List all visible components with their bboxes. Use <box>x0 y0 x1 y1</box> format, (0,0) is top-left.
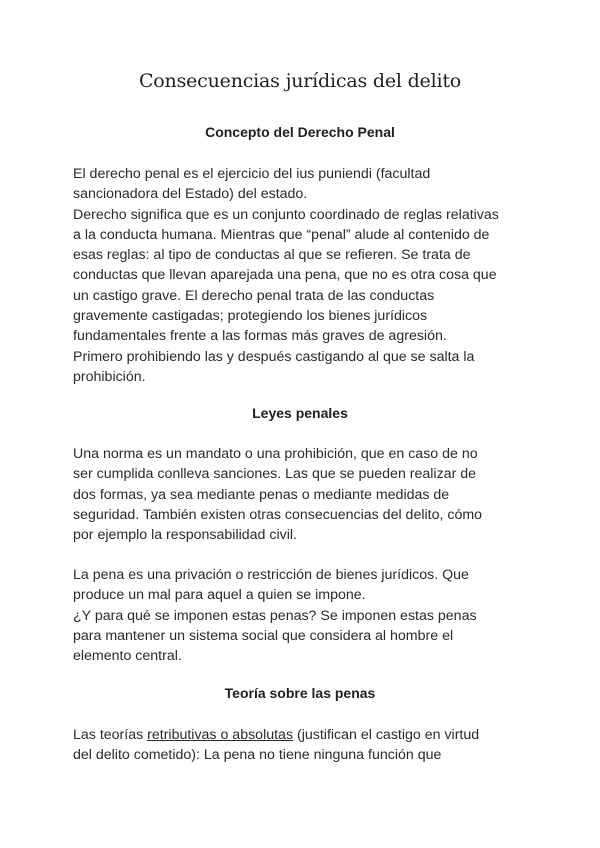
text-line: dos formas, ya sea mediante penas o mediante medidas de <box>73 486 450 503</box>
text-line: conductas que llevan aparejada una pena, que no es otra cosa que <box>73 267 497 284</box>
text-line: Una norma es un mandato o una prohibición, que en caso de no <box>73 446 478 462</box>
text-line: elemento central. <box>73 648 182 665</box>
text-line <box>73 725 535 745</box>
text-line: El derecho penal es el ejercicio del ius puniendi (facultad <box>73 166 431 182</box>
paragraph-norma <box>73 444 535 545</box>
section-heading-concepto: Concepto del Derecho Penal <box>205 124 395 140</box>
text-line: seguridad. También existen otras consecuencias del delito, cómo <box>73 506 483 523</box>
section-heading-teoria: Teoría sobre las penas <box>224 685 376 701</box>
underlined-term: retributivas o absolutas <box>147 727 294 743</box>
text-line: para mantener un sistema social que considera al hombre el <box>73 627 454 644</box>
paragraph-concepto <box>73 164 535 387</box>
text-line: gravemente castigadas; protegiendo los bienes jurídicos <box>73 308 428 325</box>
text-line: prohibición. <box>73 368 146 385</box>
text-line: un castigo grave. El derecho penal trata de las conductas <box>73 287 435 304</box>
text-line: ser cumplida conlleva sanciones. Las que se pueden realizar de <box>73 466 477 483</box>
text-line: a la conducta humana. Mientras que “penal” alude al contenido de <box>73 226 490 243</box>
section-heading-leyes-penales: Leyes penales <box>252 405 348 421</box>
text-line: La pena es una privación o restricción de bienes jurídicos. Que <box>73 567 469 583</box>
text-line: Derecho significa que es un conjunto coordinado de reglas relativas <box>73 206 499 223</box>
text-line: esas reglas: al tipo de conductas al que se refieren. Se trata de <box>73 247 471 264</box>
text-run: Las teorías <box>73 727 148 743</box>
paragraph-teorias <box>73 725 535 766</box>
text-line: fundamentales frente a las formas más graves de agresión. <box>73 328 447 345</box>
text-run: (justifican el castigo en virtud <box>293 727 480 743</box>
document-title: Consecuencias jurídicas del delito <box>138 70 462 92</box>
text-line: produce un mal para aquel a quien se impone. <box>73 587 366 604</box>
text-line: del delito cometido): La pena no tiene ninguna función que <box>73 747 442 764</box>
text-line: ¿Y para qué se imponen estas penas? Se imponen estas penas <box>73 607 477 624</box>
paragraph-pena <box>73 565 535 666</box>
text-line: Primero prohibiendo las y después castigando al que se salta la <box>73 348 475 365</box>
text-line: sancionadora del Estado) del estado. <box>73 186 308 203</box>
text-line: por ejemplo la responsabilidad civil. <box>73 527 297 544</box>
